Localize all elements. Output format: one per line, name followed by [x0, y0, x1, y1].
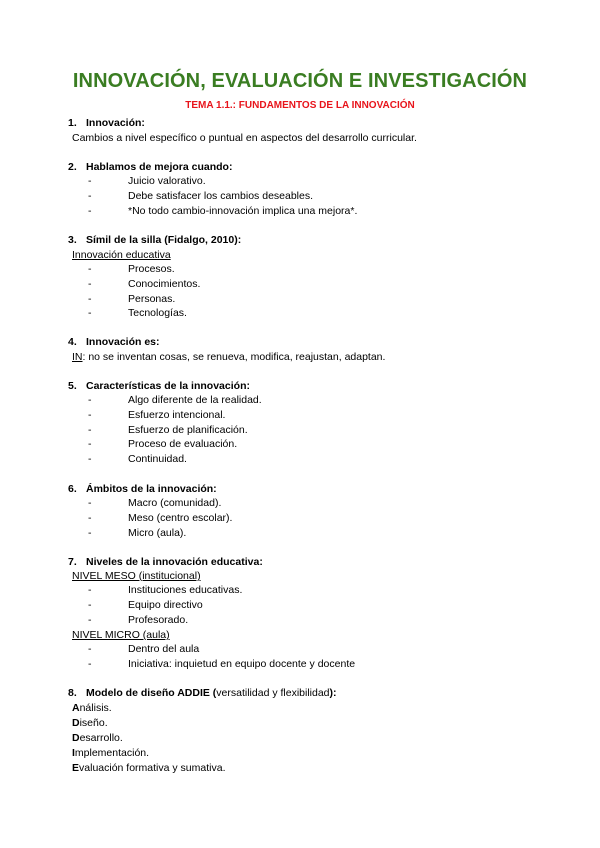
list-item: - *No todo cambio-innovación implica una mejora*. — [88, 204, 600, 219]
section-3-label: Innovación educativa — [72, 249, 171, 261]
list-item: - Dentro del aula — [88, 642, 600, 657]
section-8-heading: 8. Modelo de diseño ADDIE (versatilidad y flexibilidad): — [68, 687, 337, 699]
list-item: - Esfuerzo de planificación. — [88, 423, 600, 438]
list-item: - Esfuerzo intencional. — [88, 408, 600, 423]
list-item: - Juicio valorativo. — [88, 174, 600, 189]
list-item: - Equipo directivo — [88, 598, 600, 613]
section-4-title: Innovación es: — [86, 336, 160, 348]
nivel-micro-list — [0, 642, 600, 672]
list-item: - Algo diferente de la realidad. — [88, 393, 600, 408]
list-item: - Micro (aula). — [88, 526, 600, 541]
section-6-heading: 6. Ámbitos de la innovación: — [68, 483, 217, 495]
section-3-list — [0, 262, 600, 321]
nivel-meso-label: NIVEL MESO (institucional) — [72, 570, 201, 582]
nivel-micro-label: NIVEL MICRO (aula) — [72, 629, 170, 641]
section-4-text: IN: no se inventan cosas, se renueva, modifica, reajustan, adaptan. — [72, 351, 386, 363]
document-subtitle: TEMA 1.1.: FUNDAMENTOS DE LA INNOVACIÓN — [185, 100, 415, 111]
section-1-text: Cambios a nivel específico o puntual en aspectos del desarrollo curricular. — [72, 132, 417, 144]
section-2-title: Hablamos de mejora cuando: — [86, 161, 233, 173]
section-7-heading: 7. Niveles de la innovación educativa: — [68, 556, 263, 568]
addie-item: Evaluación formativa y sumativa. — [72, 762, 226, 774]
section-8-note: versatilidad y flexibilidad — [216, 687, 330, 699]
addie-item: Desarrollo. — [72, 732, 123, 744]
list-item: - Instituciones educativas. — [88, 583, 600, 598]
section-1-heading: 1. Innovación: — [68, 117, 145, 129]
addie-item: Análisis. — [72, 702, 112, 714]
list-item: - Profesorado. — [88, 613, 600, 628]
section-1-title: Innovación: — [86, 117, 145, 129]
section-6-title: Ámbitos de la innovación: — [86, 483, 217, 495]
document-title: INNOVACIÓN, EVALUACIÓN E INVESTIGACIÓN — [72, 70, 528, 92]
addie-item: Diseño. — [72, 717, 108, 729]
list-item: - Conocimientos. — [88, 277, 600, 292]
addie-item: Implementación. — [72, 747, 150, 759]
list-item: - Continuidad. — [88, 452, 600, 467]
nivel-meso-list — [0, 583, 600, 627]
section-2-list — [0, 174, 600, 218]
section-5-list — [0, 393, 600, 467]
in-prefix: IN — [72, 351, 83, 363]
list-item: - Procesos. — [88, 262, 600, 277]
section-2-heading: 2. Hablamos de mejora cuando: — [68, 161, 233, 173]
list-item: - Tecnologías. — [88, 306, 600, 321]
section-8-title: Modelo de diseño ADDIE — [86, 687, 210, 699]
section-3-heading: 3. Símil de la silla (Fidalgo, 2010): — [68, 234, 242, 246]
list-item: - Macro (comunidad). — [88, 496, 600, 511]
section-5-title: Características de la innovación: — [86, 380, 250, 392]
list-item: - Debe satisfacer los cambios deseables. — [88, 189, 600, 204]
section-6-list — [0, 496, 600, 540]
list-item: - Meso (centro escolar). — [88, 511, 600, 526]
list-item: - Personas. — [88, 292, 600, 307]
section-4-heading: 4. Innovación es: — [68, 336, 160, 348]
list-item: - Iniciativa: inquietud en equipo docente y docente — [88, 657, 600, 672]
list-item: - Proceso de evaluación. — [88, 437, 600, 452]
section-3-title: Símil de la silla (Fidalgo, 2010): — [86, 234, 242, 246]
section-7-title: Niveles de la innovación educativa: — [86, 556, 263, 568]
section-5-heading: 5. Características de la innovación: — [68, 380, 250, 392]
